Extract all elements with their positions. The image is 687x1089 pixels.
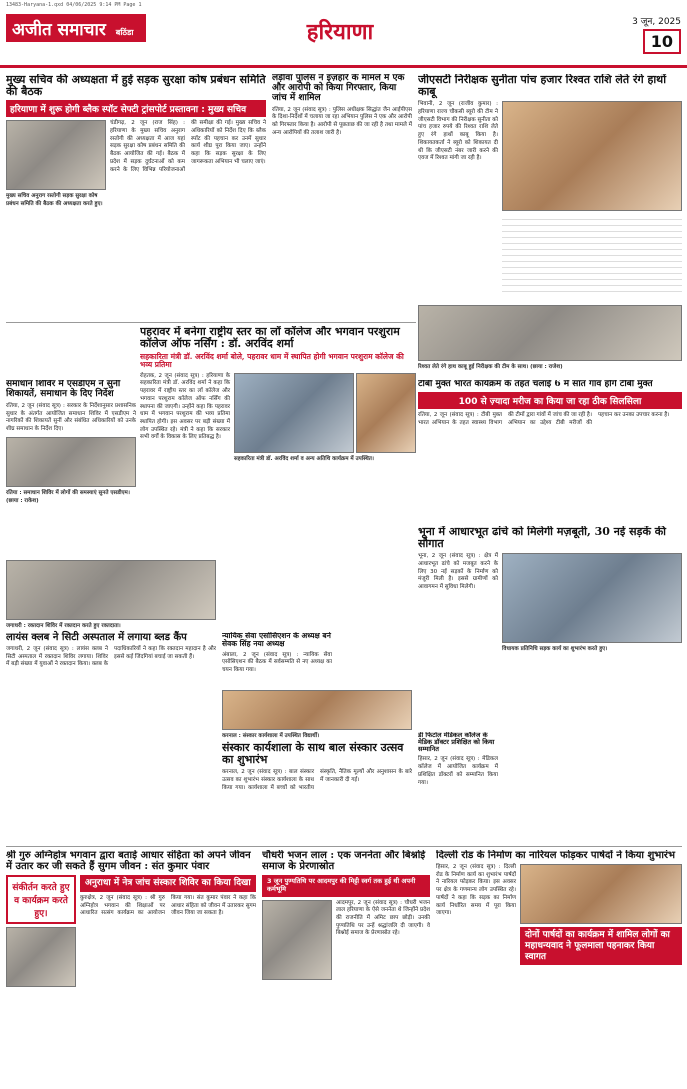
article-photo [502, 101, 682, 211]
highlight-banner: अनुराधा में नेत्र जांच संस्कार शिविर का किया दिखा [80, 875, 256, 892]
article-headline: न्यायिक सेवा एसोसिएशन के अध्यक्ष बने सेवक सिंह नया अध्यक्ष [222, 632, 331, 649]
article-headline: भूना में आधारभूत ढांचे को मिलेगी मज़बूती, 30 नई सड़कें की सौगात [418, 526, 667, 551]
article-body: करनाल, 2 जून (संवाद सूत्र) : बाल संस्कार उत्सव का शुभारंभ संस्कार कार्यशाला के साथ किया गया। कार्यशाला में बच्चों को भारतीय संस्कृति, नैतिक मूल्यों और अनुशासन के बारे में जानकारी दी गई। [222, 769, 412, 791]
article-body: जगाधरी, 2 जून (संवाद सूत्र) : लायंस क्लब ने सिटी अस्पताल में रक्तदान शिविर लगाया। शिविर में बड़ी संख्या में युवाओं ने रक्तदान किया। क्लब के पदाधिकारियों ने कहा कि रक्तदान महादान है और इससे कई जिंदगियां बचाई जा सकती हैं। [6, 646, 216, 668]
article-photo-secondary [418, 305, 682, 361]
edition-name: बठिंडा [115, 27, 134, 37]
section-divider [6, 322, 416, 323]
article-photo [234, 373, 354, 453]
article-body: कुरुक्षेत्र, 2 जून (संवाद सूत्र) : श्री गुरु अग्निहोत्र भगवान की शिक्षाओं पर आधारित सत्संग कार्यक्रम का आयोजन किया गया। संत कुमार पंवार ने कहा कि आधार संहिता को जीवन में उतारकर सुगम जीवन जिया जा सकता है। [80, 894, 256, 917]
article-gst-bribe [418, 74, 682, 374]
page-number: 10 [643, 29, 681, 54]
masthead [0, 12, 687, 68]
article-photo [6, 120, 106, 190]
article-body: चंडीगढ़, 2 जून (राज सिंह) : हरियाणा के मुख्य सचिव अनुराग रस्तोगी की अध्यक्षता में आज यहां सड़क सुरक्षा कोष प्रबंधन समिति की बैठक आयोजित की गई। बैठक में प्रदेश में सड़क दुर्घटनाओं को कम करने के लिए विभिन्न परियोजनाओं की समीक्षा की गई। मुख्य सचिव ने अधिकारियों को निर्देश दिए कि ब्लैक स्पॉट की पहचान कर उनमें सुधार कार्य शीघ्र पूरा किया जाए। उन्होंने कहा कि सड़क सुरक्षा के लिए जागरूकता अभियान भी चलाए जाएं। [110, 120, 266, 173]
article-headline: समाधान शिविर में एसडीएम ने सुनी शिकायतें, समाधान के दिए निर्देश [6, 380, 121, 399]
article-body: हिसार, 2 जून (संवाद सूत्र) : दिल्ली रोड के निर्माण कार्य का शुभारंभ पार्षदों ने नारियल फोड़कर किया। इस अवसर पर क्षेत्र के गणमान्य लोग उपस्थित रहे। पार्षदों ने कहा कि सड़क का निर्माण कार्य निर्धारित समय में पूरा किया जाएगा। [436, 864, 516, 917]
article-kicker: 100 से ज़्यादा मरीज का किया जा रहा ठीक सिलसिला [418, 392, 682, 409]
portrait-photo [262, 900, 332, 980]
article-headline: डी फिटोल मेडिकल कॉलेज के मेडिक डॉक्टर प्रशिक्षित को किया सम्मानित [418, 732, 495, 754]
article-headline: दिल्ली रोड के निर्माण का नारियल फोड़कर पार्षदों ने किया शुभारंभ [436, 850, 676, 861]
article-body-continued [502, 214, 682, 294]
article-body: भूना, 2 जून (संवाद सूत्र) : क्षेत्र में आधारभूत ढांचे को मजबूत करने के लिए 30 नई सड़कों के निर्माण को मंजूरी मिली है। इससे ग्रामीणों को आवागमन में सुविधा मिलेगी। [418, 553, 498, 591]
photo-caption: करनाल : संस्कार कार्यशाला में उपस्थित विद्यार्थी। [222, 733, 320, 739]
article-photo [6, 560, 216, 620]
issue-date: 3 जून, 2025 [632, 17, 681, 27]
highlight-banner: 3 जून पुण्यतिथि पर आदमपुर की मिट्टी स्वर्ग तक हुई थी अपनी कर्मभूमि [262, 875, 430, 897]
article-photo [6, 927, 76, 987]
section-divider [6, 846, 682, 847]
article-subheadline: सहकारिता मंत्री डॉ. अरविंद शर्मा बोले, पहरावर धाम में स्थापित होगी भगवान परशुराम कॉलेज की भव्य प्रतिमा [140, 352, 404, 370]
section-title: हरियाणा [306, 19, 374, 45]
article-headline: जीएसटी निरीक्षक सुनीता पांच हजार रिश्वत राशि लेते रंगे हाथों काबू [418, 74, 667, 99]
photo-caption: रिश्वत लेते रंगे हाथ काबू हुई निरीक्षक की टीम के साथ। (छाया : राजेश) [418, 364, 563, 371]
photo-caption: मुख्य सचिव अनुराग रस्तोगी सड़क सुरक्षा कोष प्रबंधन समिति की बैठक की अध्यक्षता करते हुए। [6, 193, 103, 208]
article-headline: श्री गुरु अग्निहोत्र भगवान द्वारा बताई आधार संहिता को अपने जीवन में उतार कर जी सकते हैं सुगम जीवन : संत कुमार पंवार [6, 850, 251, 872]
article-photo [6, 437, 136, 487]
article-kicker: हरियाणा में शुरू होगी ब्लैक स्पॉट सेफ्टी ट्रांसपोर्ट प्रस्तावना : मुख्य सचिव [6, 100, 266, 117]
print-slug: 13483-Haryana-1.qxd 04/06/2025 9:14 PM Page 1 [6, 2, 142, 8]
article-headline: लायंस क्लब ने सिटी अस्पताल में लगाया ब्लड कैंप [6, 632, 187, 643]
article-sanskar-workshop [222, 690, 412, 840]
article-body: रोहतक, 2 जून (संवाद सूत्र) : हरियाणा के सहकारिता मंत्री डॉ. अरविंद शर्मा ने कहा कि पहरावर में राष्ट्रीय स्तर का लॉ कॉलेज और भगवान परशुराम कॉलेज ऑफ नर्सिंग की स्थापना की जाएगी। उन्होंने कहा कि पहरावर धाम में भगवान परशुराम की भव्य प्रतिमा स्थापित होगी। इस अवसर पर बड़ी संख्या में लोग उपस्थित रहे। मंत्री ने कहा कि सरकार सभी वर्गों के विकास के लिए प्रतिबद्ध है। [140, 372, 230, 441]
photo-caption: जगाधरी : रक्तदान शिविर में रक्तदान करते हुए रक्तदाता। [6, 623, 121, 629]
date-block [591, 14, 681, 54]
article-blood-camp [6, 560, 216, 720]
article-arrest [272, 74, 412, 274]
photo-caption: रतिया : समाधान शिविर में लोगों की समस्याएं सुनते एसडीएम। (छाया : राकेश) [6, 489, 130, 504]
brand-name: अजीत समाचार [12, 20, 106, 40]
article-headline: लड़ीवा पुलिस ने इज़हारे के मामले में एक और आरोपी को किया गिरफ्तार, किया जांच में शामिल [272, 74, 405, 103]
article-photo [502, 553, 682, 643]
article-body: भिवानी, 2 जून (राजीव कुमार) : हरियाणा राज्य चौकसी ब्यूरो की टीम ने जीएसटी विभाग की निरीक्षक सुनीता को पांच हजार रुपये की रिश्वत राशि लेते हुए रंगे हाथों काबू किया है। शिकायतकर्ता ने ब्यूरो को शिकायत दी थी कि जीएसटी नंबर जारी करने की एवज में रिश्वत मांगी जा रही है। [418, 101, 498, 162]
article-photo [520, 864, 682, 924]
article-body: रतिया, 2 जून (संवाद सूत्र) : सरकार के निर्देशानुसार प्रशासनिक सुधार के अंतर्गत आयोजित समाधान शिविर में एसडीएम ने नागरिकों की शिकायतें सुनीं और संबंधित अधिकारियों को उनके शीघ्र समाधान के निर्देश दिए। [6, 402, 136, 432]
article-samadhan-camp [6, 380, 136, 550]
article-body: आदमपुर, 2 जून (संवाद सूत्र) : चौधरी भजन लाल हरियाणा के ऐसे जननेता थे जिन्होंने प्रदेश की राजनीति में अमिट छाप छोड़ी। उनकी पुण्यतिथि पर उन्हें श्रद्धांजलि दी जाएगी। वे बिश्नोई समाज के प्रेरणास्रोत रहे। [336, 899, 430, 937]
article-headline: संस्कार कार्यशाला के साथ बाल संस्कार उत्सव का शुभारंभ [222, 741, 404, 767]
article-headline: मुख्य सचिव की अध्यक्षता में हुई सड़क सुरक्षा कोष प्रबंधन समिति की बैठक [6, 74, 266, 99]
article-body: रतिया, 2 जून (संवाद सूत्र) : पुलिस अधीक्षक सिद्धांत जैन आईपीएस के दिशा-निर्देशों में चलाया जा रहा अभियान पुलिस ने एक और आरोपी को गिरफ्तार किया है। आरोपी से पूछताछ की जा रही है तथा मामले में अन्य आरोपियों की तलाश जारी है। [272, 106, 412, 136]
article-satsang [6, 850, 256, 1084]
article-delhi-road [436, 850, 682, 1084]
article-body: हिसार, 2 जून (संवाद सूत्र) : मेडिकल कॉलेज में आयोजित कार्यक्रम में प्रशिक्षित डॉक्टरों को सम्मानित किया गया। [418, 756, 498, 786]
article-bhajan-lal [262, 850, 430, 1084]
article-body: अंबाला, 2 जून (संवाद सूत्र) : न्यायिक सेवा एसोसिएशन की बैठक में सर्वसम्मति से नए अध्यक्ष का चयन किया गया। [222, 651, 332, 673]
article-body: रतिया, 2 जून (संवाद सूत्र) : टीबी मुक्त भारत अभियान के तहत स्वास्थ्य विभाग की टीमों द्वारा गांवों में जांच की जा रही है। अभियान का उद्देश्य टीबी मरीजों की पहचान कर उनका उपचार करना है। [418, 411, 670, 426]
article-photo-portrait [356, 373, 416, 453]
article-bhuna-roads [418, 526, 682, 726]
article-headline: टीबी मुक्त भारत कार्यक्रम के तहत चलाई 6 में सात गांव होंगे टीबी मुक्त [418, 380, 653, 389]
article-tb-free [418, 380, 682, 520]
photo-caption: सहकारिता मंत्री डॉ. अरविंद शर्मा व अन्य अतिथि कार्यक्रम में उपस्थित। [234, 455, 374, 462]
article-headline: चौधरी भजन लाल : एक जननेता और बिश्नोई समाज के प्रेरणास्रोत [262, 850, 426, 872]
article-photo [222, 690, 412, 730]
article-main-headline: पहरावर में बनेगा राष्ट्रीय स्तर का लॉ कॉलेज और भगवान परशुराम कॉलेज ऑफ नर्सिंग : डॉ. अरविंद शर्मा [140, 326, 400, 351]
photo-caption: विधायक प्रतिनिधि सड़क कार्य का शुभारंभ करते हुए। [502, 646, 608, 653]
highlight-box: संकीर्तन करते हुए व कार्यक्रम करते हुए। [6, 875, 76, 924]
newspaper-logo [6, 14, 146, 42]
article-medical-college [418, 732, 498, 842]
article-road-safety [6, 74, 266, 274]
highlight-banner: दोनों पार्षदों का कार्यक्रम में शामिल लोगों का महाधन्यवाद ने फूलमाला पहनाकर किया स्वागत [520, 927, 682, 965]
